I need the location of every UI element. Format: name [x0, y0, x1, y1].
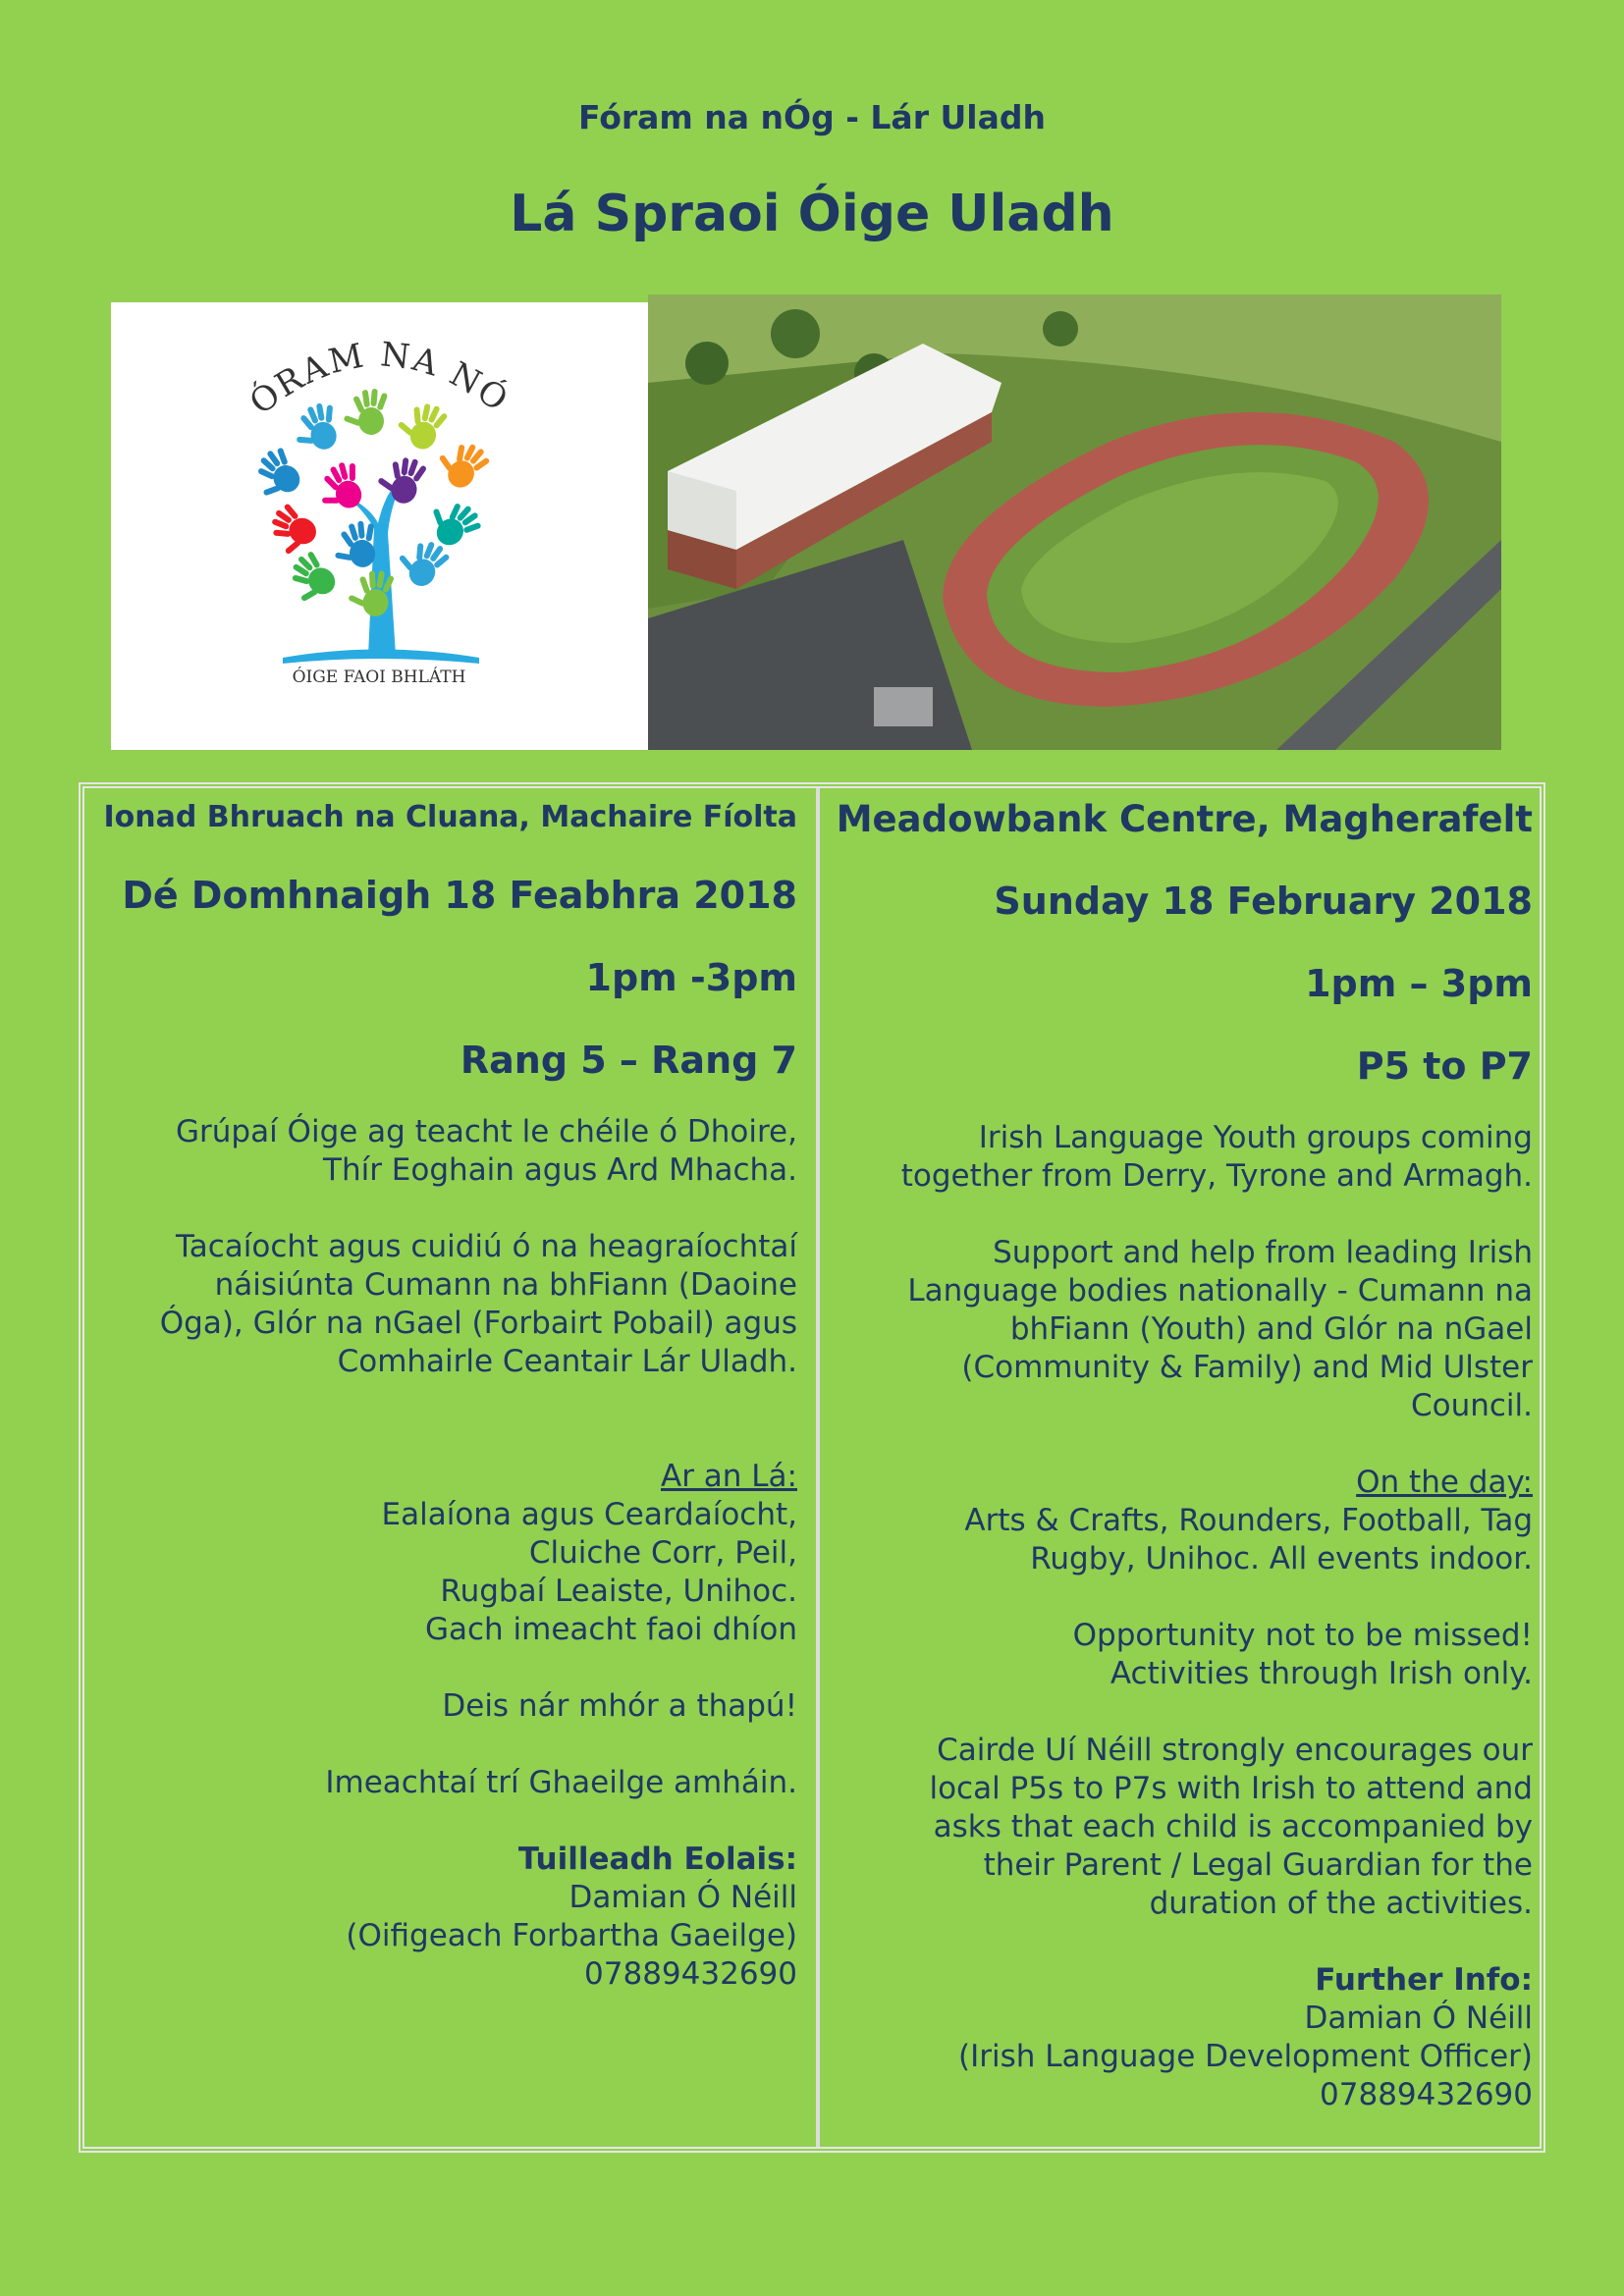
irish-only-note: Imeachtaí trí Ghaeilge amháin.: [325, 1765, 797, 1800]
logo-hand: [244, 443, 308, 507]
irish-groups-line: Grúpaí Óige ag teacht le chéile ó Dhoire,: [176, 1114, 797, 1149]
english-encourage-line: local P5s to P7s with Irish to attend and: [929, 1771, 1533, 1806]
irish-on-day-line: Gach imeacht faoi dhíon: [424, 1612, 797, 1647]
english-opportunity-line: Opportunity not to be missed!: [1072, 1618, 1533, 1653]
irish-opportunity: Deis nár mhór a thapú!: [442, 1688, 797, 1724]
logo-hand: [288, 400, 343, 455]
english-time: 1pm – 3pm: [1305, 962, 1533, 1005]
english-contact-name: Damian Ó Néill: [1304, 2001, 1533, 2036]
irish-phone: 07889432690: [584, 1956, 797, 1992]
english-encourage-line: asks that each child is accompanied by: [933, 1809, 1533, 1844]
irish-support-line: náisiúnta Cumann na bhFiann (Daoine: [214, 1267, 797, 1303]
english-support-line: Language bodies nationally - Cumann na: [907, 1273, 1533, 1308]
english-grades: P5 to P7: [1356, 1044, 1533, 1088]
irish-on-day-line: Ealaíona agus Ceardaíocht,: [381, 1497, 797, 1532]
english-on-day-line: Rugby, Unihoc. All events indoor.: [1030, 1541, 1533, 1576]
english-contact-role: (Irish Language Development Officer): [958, 2039, 1533, 2074]
english-on-day-line: Arts & Crafts, Rounders, Football, Tag: [964, 1503, 1533, 1538]
irish-on-day-line: Rugbaí Leaiste, Unihoc.: [440, 1574, 797, 1609]
english-phone: 07889432690: [1320, 2077, 1533, 2112]
stadium-aerial-photo: [648, 294, 1501, 750]
logo-hand: [279, 547, 344, 611]
irish-contact-name: Damian Ó Néill: [568, 1880, 797, 1915]
irish-support-line: Óga), Glór na nGael (Forbairt Pobail) agus: [159, 1306, 797, 1341]
event-details-box: [79, 782, 1545, 2153]
english-info-heading: Further Info:: [1315, 1962, 1533, 1998]
logo-arc-text: ÓRAM NA NÓ: [242, 335, 516, 423]
english-support-line: Support and help from leading Irish: [993, 1235, 1533, 1270]
irish-venue: Ionad Bhruach na Cluana, Machaire Fíolta: [103, 800, 797, 834]
irish-column: [98, 788, 797, 1994]
irish-support-line: Tacaíocht agus cuidiú ó na heagraíochtaí: [175, 1229, 797, 1264]
english-encourage-line: their Parent / Legal Guardian for the: [983, 1847, 1533, 1883]
logo-hand: [373, 451, 428, 507]
logo-hands: [244, 389, 494, 618]
english-encourage-line: Cairde Uí Néill strongly encourages our: [937, 1733, 1533, 1768]
irish-on-day-heading: Ar an Lá:: [660, 1459, 797, 1494]
logo-hand: [344, 389, 389, 435]
logo-tagline: ÓIGE FAOI BHLÁTH: [292, 667, 466, 687]
english-encourage-line: duration of the activities.: [1149, 1886, 1533, 1921]
english-venue: Meadowbank Centre, Magherafelt: [836, 798, 1533, 840]
english-support-line: Council.: [1410, 1388, 1533, 1423]
irish-date: Dé Domhnaigh 18 Feabhra 2018: [122, 874, 797, 917]
english-opportunity-line: Activities through Irish only.: [1110, 1656, 1533, 1691]
foram-na-nog-logo: [111, 302, 648, 750]
logo-hand: [430, 431, 493, 495]
irish-info-heading: Tuilleadh Eolais:: [517, 1842, 797, 1877]
english-date: Sunday 18 February 2018: [994, 880, 1533, 923]
logo-ground: [283, 650, 479, 665]
irish-support-line: Comhairle Ceantair Lár Uladh.: [337, 1344, 797, 1379]
column-divider: [816, 788, 820, 2147]
irish-groups-line: Thír Eoghain agus Ard Mhacha.: [323, 1152, 797, 1188]
event-title: Lá Spraoi Óige Uladh: [510, 185, 1114, 243]
irish-contact-role: (Oifigeach Forbartha Gaeilge): [346, 1918, 797, 1953]
irish-time: 1pm -3pm: [585, 956, 797, 999]
english-groups-line: Irish Language Youth groups coming: [978, 1120, 1533, 1155]
english-on-day-heading: On the day:: [1356, 1465, 1533, 1500]
logo-hand: [392, 396, 450, 454]
irish-on-day-line: Cluiche Corr, Peil,: [528, 1535, 797, 1571]
svg-text:FÓRAM NA NÓG: [111, 302, 516, 423]
english-support-line: bhFiann (Youth) and Glór na nGael: [1009, 1311, 1533, 1347]
irish-grades: Rang 5 – Rang 7: [460, 1039, 797, 1082]
english-support-line: (Community & Family) and Mid Ulster: [961, 1350, 1533, 1385]
logo-hand: [260, 500, 323, 561]
english-groups-line: together from Derry, Tyrone and Armagh.: [900, 1158, 1533, 1194]
organisation-heading: Fóram na nÓg - Lár Uladh: [578, 98, 1046, 136]
english-column: [835, 788, 1533, 2114]
banner: [111, 294, 1501, 750]
